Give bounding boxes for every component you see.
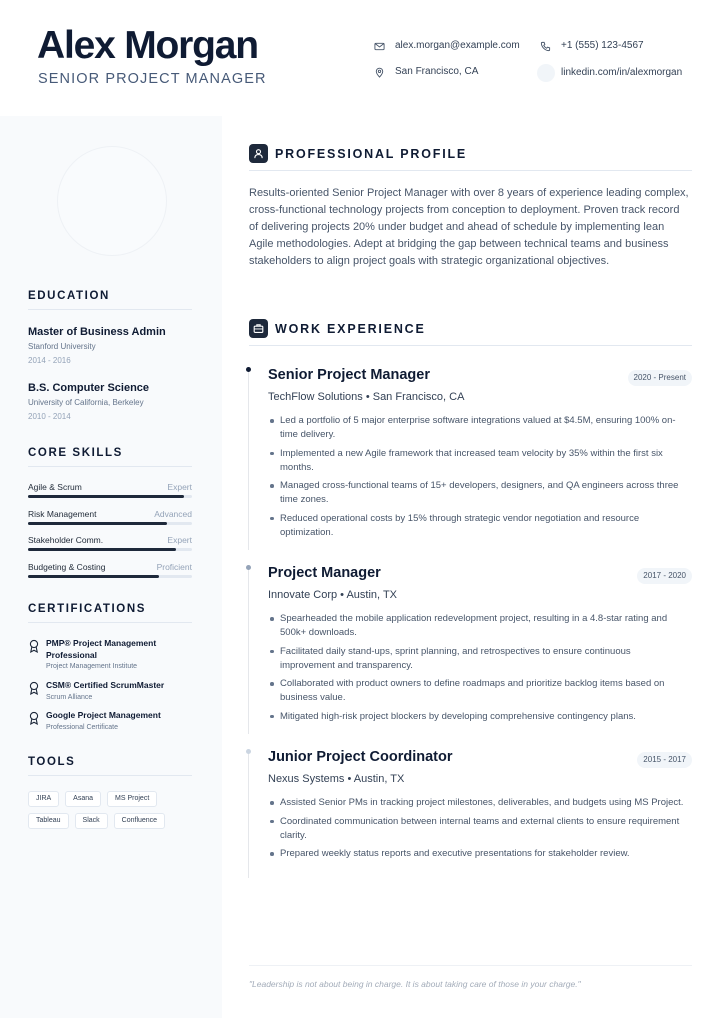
- job-bullets: [268, 414, 688, 544]
- timeline-line: [248, 566, 249, 734]
- years: 2010 - 2014: [28, 412, 71, 421]
- candidate-name: Alex Morgan: [37, 24, 258, 67]
- email-text: alex.morgan@example.com: [395, 40, 520, 51]
- timeline-dot: [246, 367, 251, 372]
- tool-tag: Slack: [75, 813, 108, 829]
- skill-bar-track: [28, 575, 192, 578]
- resume-header: [0, 0, 720, 116]
- tool-tag: JIRA: [28, 791, 59, 807]
- skills-heading: CORE SKILLS: [28, 447, 123, 459]
- skill-level: Expert: [167, 482, 192, 492]
- skill-bar-fill: [28, 548, 176, 551]
- job-bullets: [268, 612, 688, 728]
- map-pin-icon: [371, 64, 387, 80]
- certification-title: PMP® Project Management Professional: [46, 638, 157, 660]
- job-bullet: Led a portfolio of 5 major enterprise software integrations valued at $4.5M, ensuring 100% on-time delivery.: [268, 414, 688, 442]
- skill-bar-fill: [28, 575, 159, 578]
- years: 2014 - 2016: [28, 356, 71, 365]
- school: University of California, Berkeley: [28, 398, 144, 407]
- skill-bar-track: [28, 548, 192, 551]
- job-company: TechFlow Solutions • San Francisco, CA: [268, 391, 465, 403]
- job-title: Junior Project Coordinator: [268, 749, 453, 765]
- job-company: Nexus Systems • Austin, TX: [268, 773, 405, 785]
- profile-divider: [249, 170, 692, 171]
- job-bullet: Assisted Senior PMs in tracking project milestones, deliverables, and budgets using MS Project.: [268, 796, 688, 810]
- education-divider: [28, 309, 192, 310]
- linkedin-text: linkedin.com/in/alexmorgan: [561, 67, 683, 78]
- job-dates: 2015 - 2017: [637, 752, 692, 768]
- certification-item: [28, 680, 198, 703]
- certification-item: [28, 710, 198, 733]
- degree: B.S. Computer Science: [28, 382, 150, 394]
- tool-tag: Tableau: [28, 813, 69, 829]
- timeline-dot: [246, 749, 251, 754]
- candidate-role: SENIOR PROJECT MANAGER: [38, 71, 267, 87]
- education-item: [28, 325, 198, 366]
- skill-name: Stakeholder Comm.: [28, 535, 104, 545]
- contact-linkedin[interactable]: [537, 64, 682, 82]
- experience-section-header: [249, 319, 426, 338]
- award-icon: [28, 639, 40, 653]
- job-bullet: Managed cross-functional teams of 15+ developers, designers, and QA engineers across three time zones.: [268, 479, 688, 507]
- job-bullet: Collaborated with product owners to define roadmaps and prioritize backlog items based on business value.: [268, 677, 688, 705]
- profile-heading: PROFESSIONAL PROFILE: [275, 146, 468, 161]
- tools-divider: [28, 775, 192, 776]
- tool-tag: MS Project: [107, 791, 157, 807]
- timeline-line: [248, 368, 249, 550]
- certification-title: Google Project Management: [46, 710, 161, 720]
- job-bullet: Facilitated daily stand-ups, sprint planning, and retrospectives to ensure continuous improvement and transparency.: [268, 645, 688, 673]
- skills-divider: [28, 466, 192, 467]
- certification-item: [28, 638, 198, 672]
- skill-name: Risk Management: [28, 509, 97, 519]
- skill-name: Budgeting & Costing: [28, 562, 106, 572]
- job-bullet: Implemented a new Agile framework that increased team velocity by 35% within the first six months.: [268, 447, 688, 475]
- profile-section-header: [249, 144, 467, 163]
- tool-tag: Asana: [65, 791, 101, 807]
- job-bullets: [268, 796, 688, 866]
- certification-title: CSM® Certified ScrumMaster: [46, 680, 165, 690]
- school: Stanford University: [28, 342, 96, 351]
- skill-level: Expert: [167, 535, 192, 545]
- job-dates: 2017 - 2020: [637, 568, 692, 584]
- job-bullet: Coordinated communication between internal teams and external clients to ensure requirement clarity.: [268, 815, 688, 843]
- award-icon: [28, 681, 40, 695]
- experience-heading: WORK EXPERIENCE: [275, 321, 426, 336]
- skill-bar-fill: [28, 522, 167, 525]
- skill-item: [28, 562, 192, 578]
- certifications-heading: CERTIFICATIONS: [28, 603, 147, 615]
- certification-issuer: Professional Certificate: [46, 723, 118, 731]
- education-heading: EDUCATION: [28, 290, 110, 302]
- phone-text: +1 (555) 123-4567: [561, 40, 644, 51]
- skill-bar-fill: [28, 495, 184, 498]
- mail-icon: [371, 38, 387, 54]
- job-title: Senior Project Manager: [268, 367, 430, 383]
- linkedin-icon: [537, 64, 555, 82]
- certification-issuer: Project Management Institute: [46, 663, 138, 670]
- tool-tag: Confluence: [114, 813, 165, 829]
- profile-summary: Results-oriented Senior Project Manager with over 8 years of experience leading complex, cross-functional technology projects from conception to deployment. Proven track record of delivering projects 20% under budget and ahead of schedule by implementing lean Agile methodologies. Adept at bridging the gap between technical teams and business stakeholders to align project goals with strategic organizational objectives.: [249, 187, 689, 267]
- skill-name: Agile & Scrum: [28, 482, 82, 492]
- job-bullet: Reduced operational costs by 15% through strategic vendor negotiation and resource optimization.: [268, 512, 688, 540]
- award-icon: [28, 711, 40, 725]
- user-icon: [249, 144, 268, 163]
- timeline-dot: [246, 565, 251, 570]
- contact-email[interactable]: [371, 38, 520, 54]
- skill-item: [28, 535, 192, 551]
- profile-photo-placeholder: [57, 146, 167, 256]
- skill-item: [28, 482, 192, 498]
- phone-icon: [537, 38, 553, 54]
- skill-item: [28, 509, 192, 525]
- job-bullet: Spearheaded the mobile application redevelopment project, resulting in a 4.8-star rating and 500k+ downloads.: [268, 612, 688, 640]
- skill-level: Advanced: [154, 509, 192, 519]
- contact-phone[interactable]: [537, 38, 644, 54]
- location-text: San Francisco, CA: [395, 66, 479, 77]
- degree: Master of Business Admin: [28, 326, 166, 338]
- job-company: Innovate Corp • Austin, TX: [268, 589, 397, 601]
- education-item: [28, 381, 198, 422]
- certification-issuer: Scrum Alliance: [46, 693, 93, 701]
- experience-divider: [249, 345, 692, 346]
- footer-divider: [249, 965, 692, 966]
- job-bullet: Prepared weekly status reports and executive presentations for stakeholder review.: [268, 847, 688, 861]
- briefcase-icon: [249, 319, 268, 338]
- skill-level: Proficient: [156, 562, 192, 572]
- job-title: Project Manager: [268, 565, 381, 581]
- contact-location: [371, 64, 478, 80]
- job-bullet: Mitigated high-risk project blockers by developing comprehensive contingency plans.: [268, 710, 688, 724]
- tools-heading: TOOLS: [28, 756, 76, 768]
- sidebar: [0, 116, 222, 1018]
- skill-bar-track: [28, 495, 192, 498]
- job-dates: 2020 - Present: [628, 370, 692, 386]
- skill-bar-track: [28, 522, 192, 525]
- certifications-divider: [28, 622, 192, 623]
- tools-list: [28, 791, 198, 829]
- footer-quote: "Leadership is not about being in charge. It is about taking care of those in your charge.": [249, 979, 581, 989]
- timeline-line: [248, 750, 249, 878]
